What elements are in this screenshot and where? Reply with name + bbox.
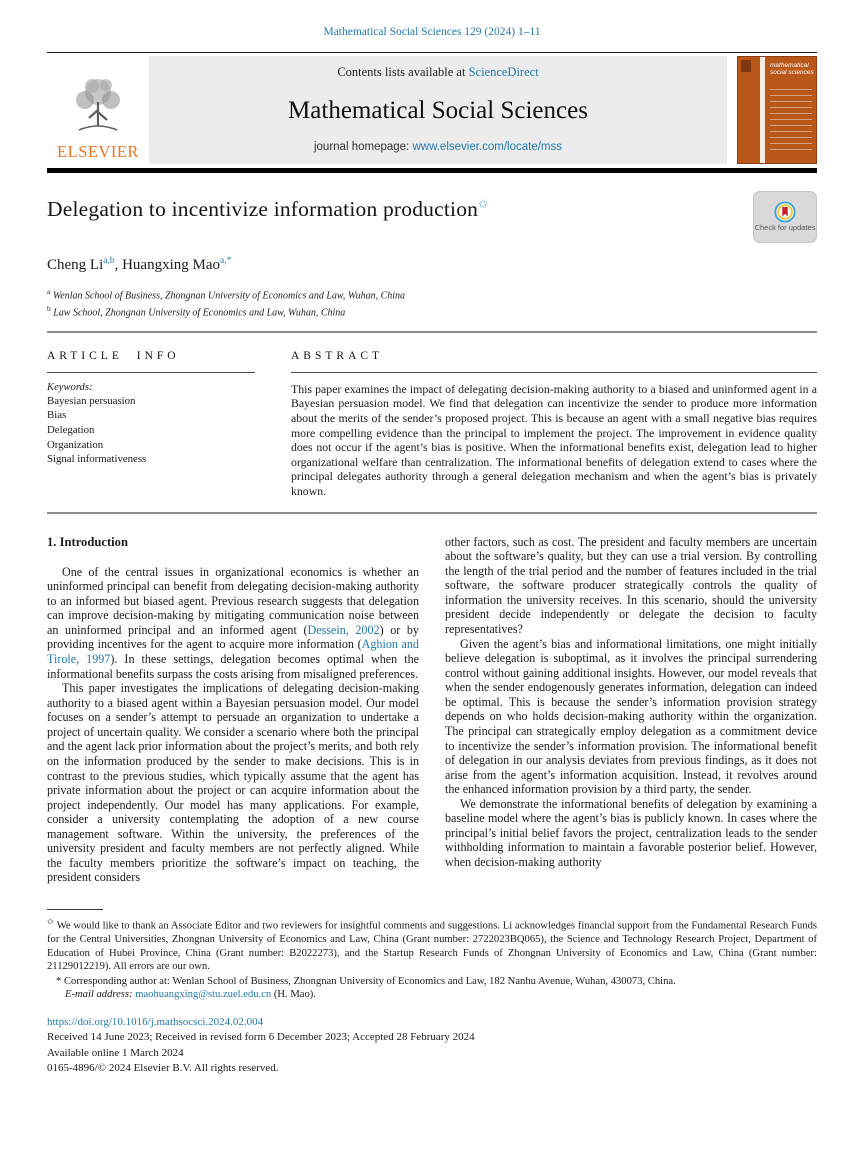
text-run: ) or by providing incentives for the agent to acquire more information ( <box>47 622 419 652</box>
text-run: We demonstrate the informational benefits of delegation by examining a baseline model where the agent’s bias is publicly known. In cases where the principal’s initial belief favors the project, centralization leads to the sender withholding information to maintain a favorable posterior belief. However, when decision-making authority <box>445 796 817 870</box>
abstract-text: This paper examines the impact of delegating decision-making authority to a biased and uninformed agent in a Bayesian persuasion model. We find that delegation can incentivize the sender to produce more information about the merits of the sender’s proposed project. This is because an agent with a small negative bias requires more compelling evidence than the principal to implement the project. The improvement in evidence quality does not occur if the agent’s bias is positive. When the informational benefits exist, delegation lead to higher organizational welfare than centralization. The informational benefits of delegation extend to cases where the principal delegates authority through a general delegation mechanism and when the agent’s bias is privately known. <box>291 381 817 499</box>
elsevier-tree-icon <box>65 72 131 140</box>
body-paragraph <box>445 797 817 870</box>
header-divider-bar <box>47 168 817 173</box>
check-updates-label: Check for updates <box>754 223 816 233</box>
corresponding-marker: * <box>56 975 62 987</box>
keywords-list <box>47 394 255 467</box>
right-paragraphs <box>445 535 817 870</box>
citation-link[interactable]: Aghion and Tirole, 1997 <box>47 637 419 667</box>
abstract-bottom-divider <box>47 512 817 514</box>
body-column-left <box>47 535 419 885</box>
elsevier-logo[interactable] <box>47 56 149 164</box>
text-run: ). In these settings, delegation becomes optimal when the informational benefits surpass the costs arising from misaligned preferences. <box>47 652 420 681</box>
email-link[interactable]: maohuangxing@stu.zuel.edu.cn <box>135 989 272 1001</box>
journal-cover-thumbnail[interactable] <box>737 56 817 164</box>
article-info-column <box>47 350 255 499</box>
contents-line <box>337 65 538 80</box>
homepage-line <box>314 141 562 153</box>
email-footnote <box>47 988 817 1002</box>
acknowledgement-footnote <box>47 917 817 974</box>
body-paragraph <box>47 681 419 885</box>
author-affil-sup: a,* <box>220 256 232 266</box>
affiliation-text: Wenlan School of Business, Zhongnan University of Economics and Law, Wuhan, China <box>52 290 406 302</box>
email-label: E-mail address: <box>65 989 133 1001</box>
text-run: Given the agent’s bias and informational limitations, one might initially believe delegation is suboptimal, as it involves the principal surrendering control without gaining additional insights. However, our model reveals that when the sender endogenously generates information, delegation can indeed be optimal. This is because the sender’s information provision strategy depends on who holds decision-making authority within the organization. The principal can strategically employ delegation as a commitment device to incentivize the sender’s information provision. The informational benefit of delegation in our analysis deviates from previous findings, as it does not arise from the agent’s information acquisition. Instead, it revolves around the enhanced information provision by a third party, the sender. <box>445 636 817 797</box>
author-name[interactable]: Cheng Li <box>47 257 104 273</box>
section-divider <box>47 331 817 333</box>
cover-spine-stripe <box>760 57 765 163</box>
body-paragraph <box>445 535 817 637</box>
contents-prefix: Contents lists available at <box>337 65 469 79</box>
keyword-item: Signal informativeness <box>47 453 147 466</box>
journal-title: Mathematical Social Sciences <box>288 96 588 124</box>
cover-title: mathematical social sciences <box>770 62 814 77</box>
journal-reference: Mathematical Social Sciences 129 (2024) 1–11 <box>323 26 541 38</box>
crossmark-icon <box>774 201 796 223</box>
affiliation-line <box>47 304 817 321</box>
corresponding-text: Corresponding author at: Wenlan School of Business, Zhongnan University of Economics and Law, 182 Nanhu Avenue, Wuhan, 430073, China. <box>63 975 676 987</box>
body-paragraph <box>47 565 419 682</box>
citation-link[interactable]: Dessein, 2002 <box>307 622 380 637</box>
affiliation-sup: b <box>47 303 51 313</box>
left-paragraphs <box>47 565 419 885</box>
journal-masthead-box <box>149 56 727 164</box>
author-separator: , <box>114 257 123 273</box>
affiliation-sup: a <box>47 287 51 296</box>
keyword-item: Bayesian persuasion <box>47 394 136 407</box>
corresponding-author-footnote <box>47 975 817 989</box>
homepage-link[interactable]: www.elsevier.com/locate/mss <box>412 141 562 153</box>
affiliation-line <box>47 287 817 304</box>
cover-toc-lines <box>770 89 812 155</box>
footnote-star-marker: ✩ <box>47 917 54 927</box>
affiliations <box>47 287 817 321</box>
author-line <box>47 256 817 274</box>
acknowledgement-text: We would like to thank an Associate Editor and two reviewers for insightful comments and suggestions. Li acknowledges financial support from the Fundamental Research Funds for the Central Universities, Zhongnan University of Economics and Law, China (Grant number: 2722023BQ065), the Science and Technology Research Project, Department of Education of Hubei Province, China (Grant number: B2022273), and the Startup Research Funds of Zhongnan University of Economics and Law, China (Grant number: 21129012219). All errors are our own. <box>47 920 817 973</box>
sciencedirect-link[interactable]: ScienceDirect <box>468 65 539 79</box>
text-run: other factors, such as cost. The president and faculty members are uncertain about the software’s quality, but they can use a trial version. By controlling the length of the trial period and the number of features included in the trial software, the software producer strategically controls the quality of information the university receives. In this scenario, should the university president decide independently or delegate the decision to faculty representatives? <box>445 534 817 637</box>
text-run: One of the central issues in organizational economics is whether an uninformed principal can benefit from delegating decision-making authority to an informed but biased agent. Previous research suggests that delegation can improve decision-making by mitigating communication noise between an uninformed principal and an informed agent ( <box>47 564 419 637</box>
keyword-item: Organization <box>47 438 104 451</box>
rights-line: 0165-4896/© 2024 Elsevier B.V. All rights reserved. <box>47 1062 279 1075</box>
journal-banner <box>47 52 817 164</box>
available-line: Available online 1 March 2024 <box>47 1046 184 1059</box>
abstract-rule <box>291 372 817 373</box>
body-column-right <box>445 535 817 885</box>
received-line: Received 14 June 2023; Received in revised form 6 December 2023; Accepted 28 February 2024 <box>47 1031 475 1044</box>
footnotes <box>47 909 817 1002</box>
article-info-rule <box>47 372 255 373</box>
homepage-prefix: journal homepage: <box>313 141 413 153</box>
abstract-heading: ABSTRACT <box>291 349 384 362</box>
author-affil-sup: a,b <box>103 256 115 266</box>
abstract-column <box>291 350 817 499</box>
affiliation-text: Law School, Zhongnan University of Economics and Law, Wuhan, China <box>53 307 346 319</box>
cover-logo-mark <box>741 60 751 72</box>
author-name[interactable]: Huangxing Mao <box>122 257 220 273</box>
article-title-text: Delegation to incentivize information production <box>47 197 479 222</box>
section-heading: 1. Introduction <box>47 534 128 549</box>
doi-link[interactable]: https://doi.org/10.1016/j.mathsocsci.2024.02.004 <box>47 1015 264 1028</box>
footnote-rule <box>47 909 103 910</box>
keywords-label: Keywords: <box>47 381 93 393</box>
keyword-item: Delegation <box>47 424 95 436</box>
article-footer <box>47 1015 817 1077</box>
body-paragraph <box>445 637 817 797</box>
elsevier-logo-text: ELSEVIER <box>57 142 139 161</box>
keyword-item: Bias <box>47 409 67 422</box>
text-run: This paper investigates the implications of delegating decision-making authority to a biased agent within a Bayesian persuasion model. Our model focuses on a sender’s attempt to persuade an organization to undertake a project of uncertain quality. We consider a scenario where both the principal and the agent lack prior information about the project’s merits, and both rely on the information produced by the sender to make decisions. This is in contrast to the previous studies, which typically assume that the agent has private information about the project or can acquire information about the project independently. Our model has many applications. For example, consider a university contemplating the adoption of a new course management software. Within the university, the preferences of the university president and faculty members are not perfectly aligned. While the faculty members prioritize the software’s impact on teaching, the president considers <box>47 681 419 885</box>
article-title <box>47 197 488 222</box>
article-info-heading: ARTICLE INFO <box>47 349 180 362</box>
title-footnote-star[interactable]: ✩ <box>478 197 489 211</box>
email-suffix: (H. Mao). <box>271 989 316 1001</box>
check-for-updates-badge[interactable] <box>753 191 817 243</box>
